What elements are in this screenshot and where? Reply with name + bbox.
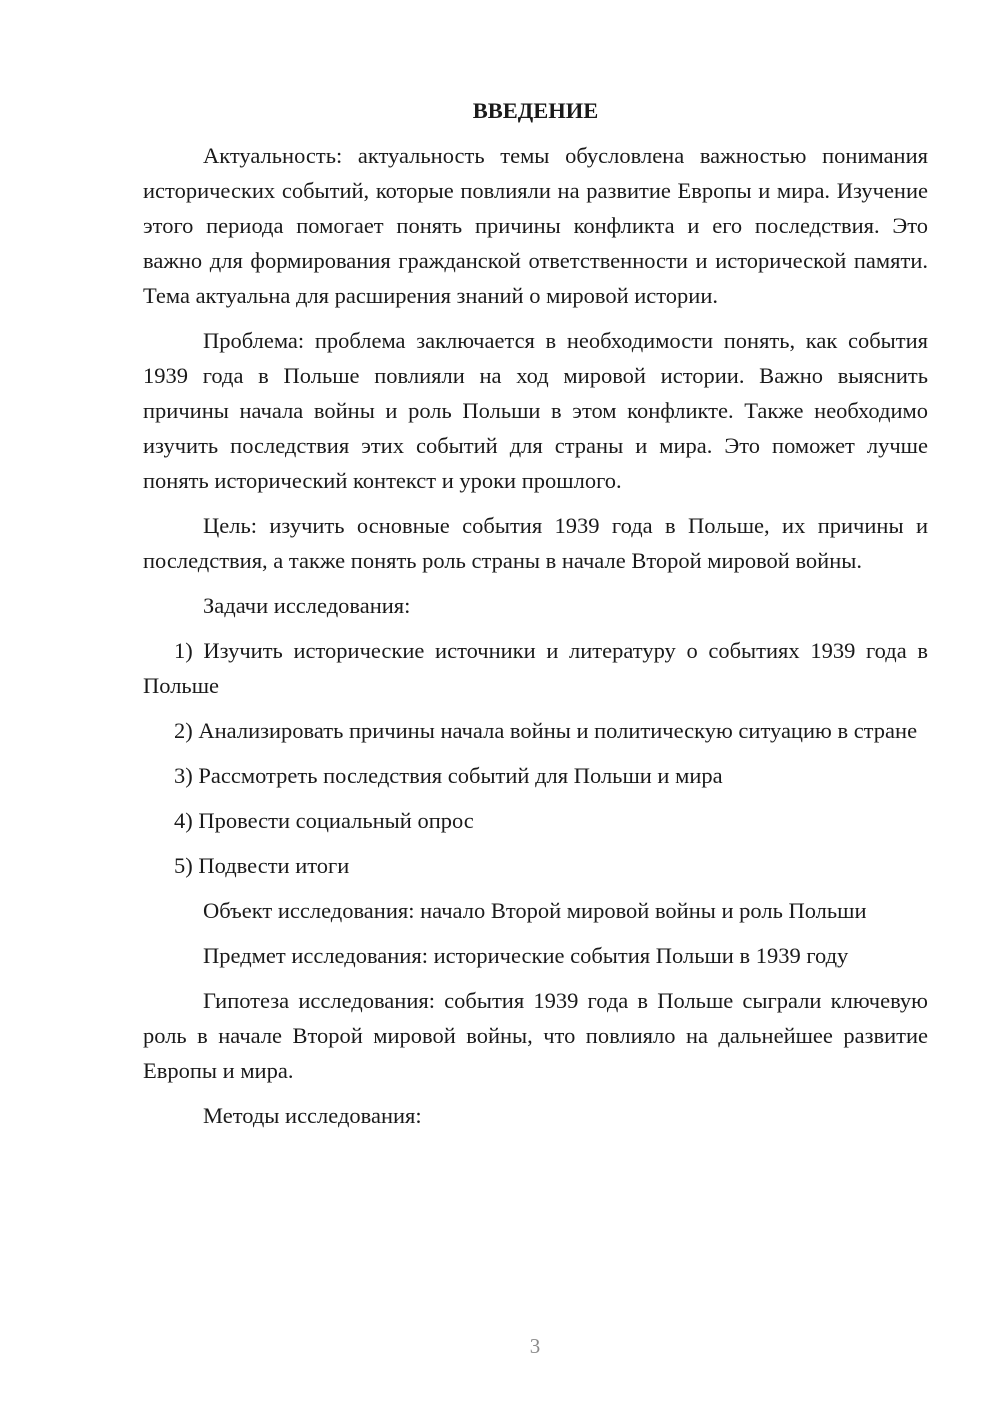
relevance-paragraph: Актуальность: актуальность темы обусловлена важностью понимания исторических событий, которые повлияли на развитие Европы и мира. Изучение этого периода помогает понять причины конфликта и его последствия. Это важно для формирования гражданской ответственности и исторической памяти. Тема актуальна для расширения знаний о мировой истории. (143, 143, 928, 308)
task-item-2: 2) Анализировать причины начала войны и политическую ситуацию в стране (174, 718, 918, 743)
task-item-3: 3) Рассмотреть последствия событий для Польши и мира (174, 763, 723, 788)
research-subject-paragraph: Предмет исследования: исторические события Польши в 1939 году (203, 943, 849, 968)
research-methods-paragraph: Методы исследования: (203, 1103, 422, 1128)
task-item-1: 1) Изучить исторические источники и литературу о событиях 1939 года в Польше (143, 638, 928, 698)
tasks-title: Задачи исследования: (203, 593, 411, 618)
problem-paragraph: Проблема: проблема заключается в необходимости понять, как события 1939 года в Польше повлияли на ход мировой истории. Важно выяснить причины начала войны и роль Польши в этом конфликте. Также необходимо изучить последствия этих событий для страны и мира. Это поможет лучше понять исторический контекст и уроки прошлого. (143, 328, 928, 493)
research-hypothesis-paragraph: Гипотеза исследования: события 1939 года в Польше сыграли ключевую роль в начале Второй мировой войны, что повлияло на дальнейшее развитие Европы и мира. (143, 988, 928, 1083)
research-object-paragraph: Объект исследования: начало Второй мировой войны и роль Польши (203, 898, 867, 923)
page-number: 3 (529, 1334, 541, 1358)
task-item-4: 4) Провести социальный опрос (174, 808, 474, 833)
task-item-5: 5) Подвести итоги (174, 853, 350, 878)
section-heading: ВВЕДЕНИЕ (472, 98, 599, 123)
document-page (143, 94, 928, 1143)
goal-paragraph: Цель: изучить основные события 1939 года в Польше, их причины и последствия, а также понять роль страны в начале Второй мировой войны. (143, 513, 928, 573)
